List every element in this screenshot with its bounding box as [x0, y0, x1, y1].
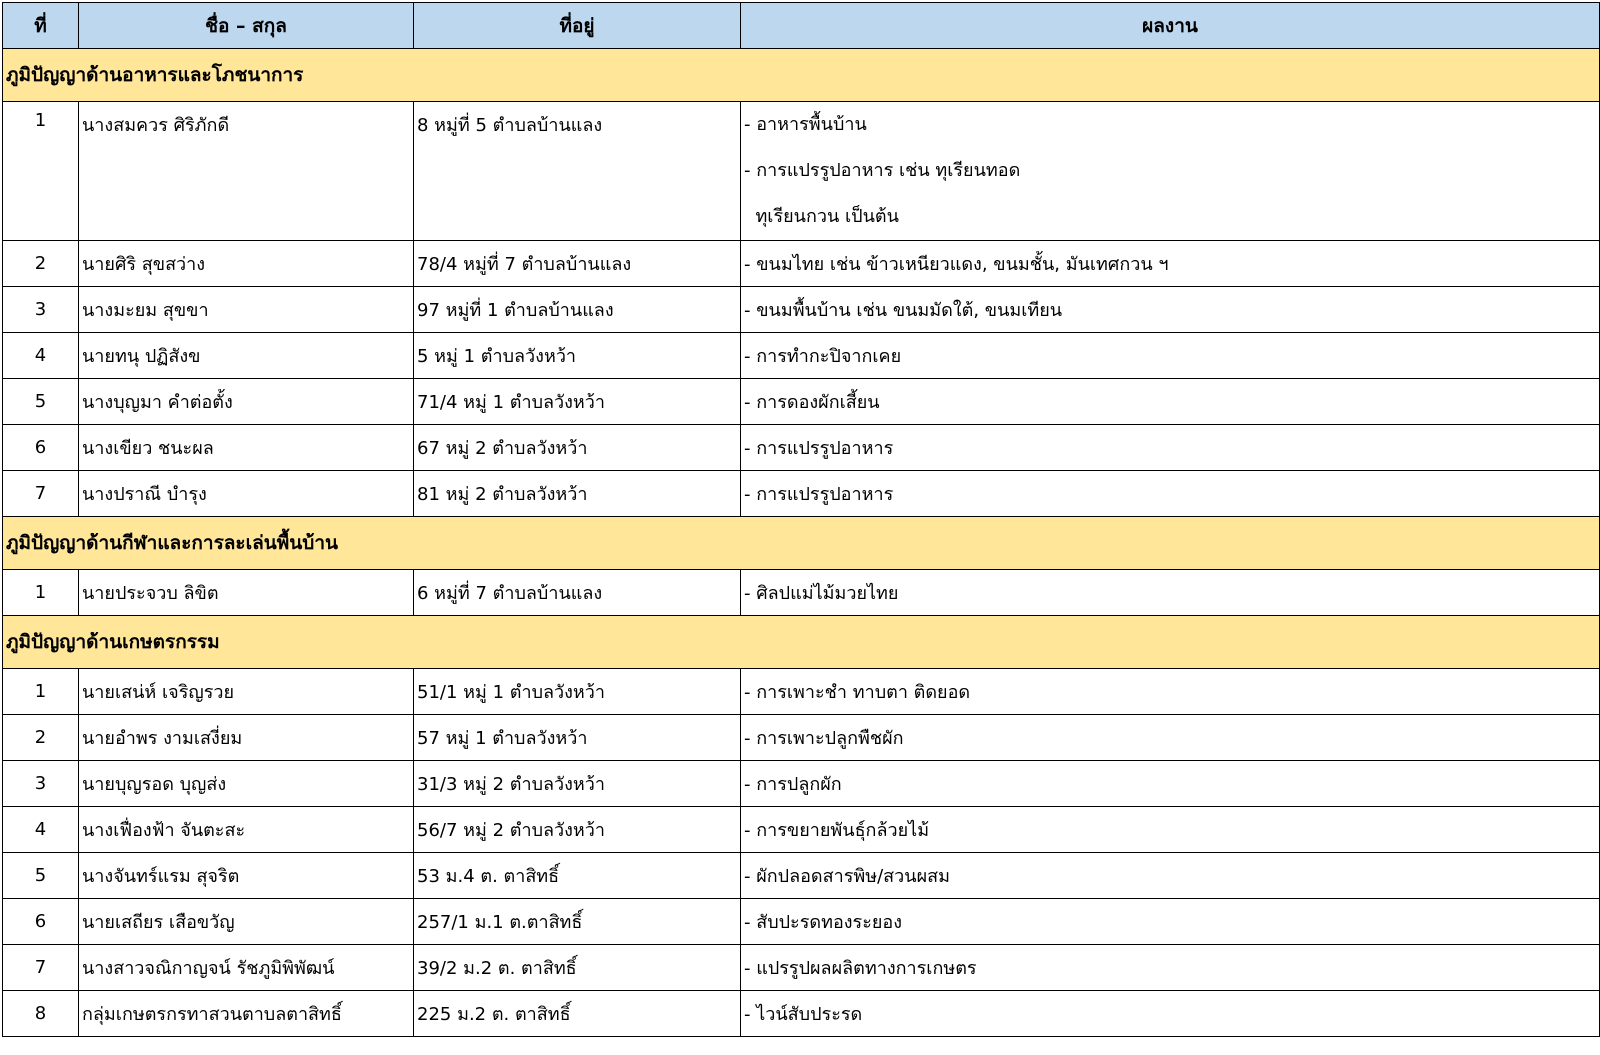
header-works: ผลงาน	[741, 3, 1600, 49]
row-works	[741, 102, 1600, 241]
section-row	[3, 49, 1600, 102]
row-number: 3	[3, 761, 79, 807]
row-name: กลุ่มเกษตรกรทาสวนตาบลตาสิทธิ์	[79, 991, 414, 1037]
row-number: 5	[3, 853, 79, 899]
row-name: นายบุญรอด บุญส่ง	[79, 761, 414, 807]
row-address: 31/3 หมู่ 2 ตำบลวังหว้า	[414, 761, 741, 807]
row-address: 39/2 ม.2 ต. ตาสิทธิ์	[414, 945, 741, 991]
row-address: 225 ม.2 ต. ตาสิทธิ์	[414, 991, 741, 1037]
table-row	[3, 241, 1600, 287]
row-address: 81 หมู่ 2 ตำบลวังหว้า	[414, 471, 741, 517]
row-number: 7	[3, 945, 79, 991]
table-row	[3, 471, 1600, 517]
row-name: นางมะยม สุขขา	[79, 287, 414, 333]
row-works: - การขยายพันธุ์กล้วยไม้	[741, 807, 1600, 853]
row-name: นายทนุ ปฏิสังข	[79, 333, 414, 379]
row-works: - การดองผักเสี้ยน	[741, 379, 1600, 425]
row-number: 1	[3, 570, 79, 616]
works-line: - อาหารพื้นบ้าน	[744, 114, 867, 135]
row-number: 1	[3, 669, 79, 715]
row-number: 2	[3, 715, 79, 761]
works-line: ทุเรียนกวน เป็นต้น	[744, 206, 899, 227]
row-address: 257/1 ม.1 ต.ตาสิทธิ์	[414, 899, 741, 945]
row-name: นางสมควร ศิริภักดี	[79, 102, 414, 241]
wisdom-table	[2, 2, 1600, 1037]
row-works: - การแปรรูปอาหาร	[741, 471, 1600, 517]
row-number: 2	[3, 241, 79, 287]
row-works: - การแปรรูปอาหาร	[741, 425, 1600, 471]
row-works: - ไวน์สับประรด	[741, 991, 1600, 1037]
table-row	[3, 715, 1600, 761]
row-address: 57 หมู่ 1 ตำบลวังหว้า	[414, 715, 741, 761]
row-number: 7	[3, 471, 79, 517]
row-name: นายเสน่ห์ เจริญรวย	[79, 669, 414, 715]
row-name: นางบุญมา คำต่อตั้ง	[79, 379, 414, 425]
row-works: - การเพาะปลูกพืชผัก	[741, 715, 1600, 761]
row-number: 1	[3, 102, 79, 241]
table-row	[3, 669, 1600, 715]
row-works: - ขนมพื้นบ้าน เช่น ขนมมัดใต้, ขนมเทียน	[741, 287, 1600, 333]
row-name: นายประจวบ ลิขิต	[79, 570, 414, 616]
row-works: - การเพาะชำ ทาบตา ติดยอด	[741, 669, 1600, 715]
header-address: ที่อยู่	[414, 3, 741, 49]
row-number: 4	[3, 807, 79, 853]
table-row	[3, 807, 1600, 853]
table-row	[3, 991, 1600, 1037]
row-address: 97 หมู่ที่ 1 ตำบลบ้านแลง	[414, 287, 741, 333]
table-row	[3, 425, 1600, 471]
table-row	[3, 853, 1600, 899]
row-name: นางปราณี บำรุง	[79, 471, 414, 517]
row-works: - ขนมไทย เช่น ข้าวเหนียวแดง, ขนมชั้น, มันเทศกวน ฯ	[741, 241, 1600, 287]
row-works: - ศิลปแม่ไม้มวยไทย	[741, 570, 1600, 616]
row-name: นายศิริ สุขสว่าง	[79, 241, 414, 287]
section-row	[3, 517, 1600, 570]
row-address: 56/7 หมู่ 2 ตำบลวังหว้า	[414, 807, 741, 853]
row-number: 8	[3, 991, 79, 1037]
table-row	[3, 102, 1600, 241]
section-title: ภูมิปัญญาด้านกีฬาและการละเล่นพื้นบ้าน	[3, 517, 1600, 570]
section-title: ภูมิปัญญาด้านอาหารและโภชนาการ	[3, 49, 1600, 102]
row-number: 6	[3, 425, 79, 471]
row-address: 51/1 หมู่ 1 ตำบลวังหว้า	[414, 669, 741, 715]
table-body	[3, 49, 1600, 1037]
row-number: 5	[3, 379, 79, 425]
row-address: 67 หมู่ 2 ตำบลวังหว้า	[414, 425, 741, 471]
row-address: 78/4 หมู่ที่ 7 ตำบลบ้านแลง	[414, 241, 741, 287]
row-name: นางสาวจณิกาญจน์ รัชภูมิพิพัฒน์	[79, 945, 414, 991]
row-address: 5 หมู่ 1 ตำบลวังหว้า	[414, 333, 741, 379]
row-name: นายเสถียร เสือขวัญ	[79, 899, 414, 945]
section-row	[3, 616, 1600, 669]
row-works: - ผักปลอดสารพิษ/สวนผสม	[741, 853, 1600, 899]
row-works: - การทำกะปิจากเคย	[741, 333, 1600, 379]
table-row	[3, 761, 1600, 807]
row-number: 4	[3, 333, 79, 379]
row-name: นายอำพร งามเสงี่ยม	[79, 715, 414, 761]
row-name: นางเฟื่องฟ้า จันตะสะ	[79, 807, 414, 853]
header-name: ชื่อ – สกุล	[79, 3, 414, 49]
row-address: 6 หมู่ที่ 7 ตำบลบ้านแลง	[414, 570, 741, 616]
row-number: 6	[3, 899, 79, 945]
row-works: - แปรรูปผลผลิตทางการเกษตร	[741, 945, 1600, 991]
table-row	[3, 379, 1600, 425]
row-address: 71/4 หมู่ 1 ตำบลวังหว้า	[414, 379, 741, 425]
table-row	[3, 333, 1600, 379]
table-row	[3, 945, 1600, 991]
table-row	[3, 287, 1600, 333]
header-no: ที่	[3, 3, 79, 49]
row-address: 53 ม.4 ต. ตาสิทธิ์	[414, 853, 741, 899]
section-title: ภูมิปัญญาด้านเกษตรกรรม	[3, 616, 1600, 669]
row-address: 8 หมู่ที่ 5 ตำบลบ้านแลง	[414, 102, 741, 241]
table-row	[3, 570, 1600, 616]
header-row	[3, 3, 1600, 49]
table-row	[3, 899, 1600, 945]
row-works: - สับปะรดทองระยอง	[741, 899, 1600, 945]
works-line: - การแปรรูปอาหาร เช่น ทุเรียนทอด	[744, 160, 1021, 181]
row-number: 3	[3, 287, 79, 333]
row-works: - การปลูกผัก	[741, 761, 1600, 807]
row-name: นางเขียว ชนะผล	[79, 425, 414, 471]
row-name: นางจันทร์แรม สุจริต	[79, 853, 414, 899]
